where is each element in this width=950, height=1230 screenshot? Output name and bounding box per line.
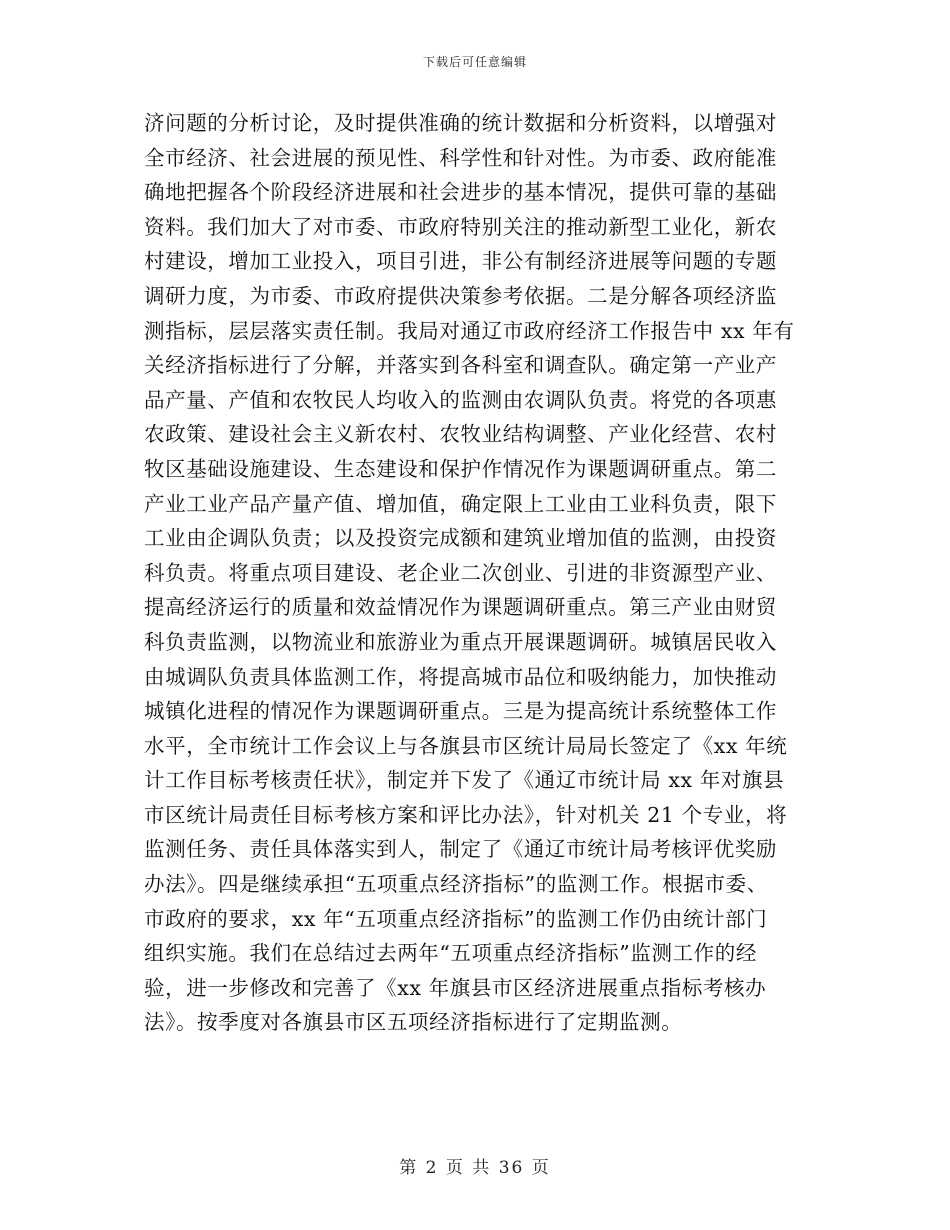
- page-footer: 第 2 页 共 36 页: [399, 1158, 551, 1178]
- text-line: 组织实施。我们在总结过去两年“五项重点经济指标”监测工作的经: [144, 941, 757, 966]
- text-line: 品产量、产值和农牧民人均收入的监测由农调队负责。将党的各项惠: [144, 387, 777, 412]
- text-line: 验，进一步修改和完善了《xx 年旗县市区经济进展重点指标考核办: [144, 975, 767, 1000]
- text-line: 产业工业产品产量产值、增加值，确定限上工业由工业科负责，限下: [144, 491, 777, 516]
- text-line: 全市经济、社会进展的预见性、科学性和针对性。为市委、政府能准: [144, 145, 777, 170]
- text-line: 科负责。将重点项目建设、老企业二次创业、引进的非资源型产业、: [144, 560, 777, 585]
- text-line: 调研力度，为市委、市政府提供决策参考依据。二是分解各项经济监: [144, 283, 777, 308]
- text-line: 资料。我们加大了对市委、市政府特别关注的推动新型工业化，新农: [144, 214, 777, 239]
- text-line: 济问题的分析讨论，及时提供准确的统计数据和分析资料，以增强对: [144, 111, 777, 135]
- text-line: 城镇化进程的情况作为课题调研重点。三是为提高统计系统整体工作: [144, 699, 777, 724]
- text-line: 监测任务、责任具体落实到人，制定了《通辽市统计局考核评优奖励: [144, 837, 777, 862]
- text-line: 测指标，层层落实责任制。我局对通辽市政府经济工作报告中 xx 年有: [144, 318, 795, 343]
- text-line: 水平，全市统计工作会议上与各旗县市区统计局局长签定了《xx 年统: [144, 733, 788, 758]
- text-line: 市区统计局责任目标考核方案和评比办法》，针对机关 21 个专业，将: [144, 802, 788, 827]
- text-line: 农政策、建设社会主义新农村、农牧业结构调整、产业化经营、农村: [144, 422, 777, 447]
- text-line: 科负责监测，以物流业和旅游业为重点开展课题调研。城镇居民收入: [144, 629, 777, 654]
- body-text: [144, 106, 834, 1040]
- text-line: 市政府的要求，xx 年“五项重点经济指标”的监测工作仍由统计部门: [144, 906, 768, 931]
- text-line: 牧区基础设施建设、生态建设和保护作情况作为课题调研重点。第二: [144, 456, 777, 481]
- text-line: 法》。按季度对各旗县市区五项经济指标进行了定期监测。: [144, 1010, 683, 1035]
- text-line: 村建设，增加工业投入，项目引进，非公有制经济进展等问题的专题: [144, 249, 777, 274]
- text-line: 工业由企调队负责；以及投资完成额和建筑业增加值的监测，由投资: [144, 526, 777, 551]
- page-header: 下载后可任意编辑: [422, 55, 527, 69]
- text-line: 提高经济运行的质量和效益情况作为课题调研重点。第三产业由财贸: [144, 595, 777, 620]
- text-line: 确地把握各个阶段经济进展和社会进步的基本情况，提供可靠的基础: [144, 180, 777, 205]
- text-line: 办法》。四是继续承担“五项重点经济指标”的监测工作。根据市委、: [144, 872, 768, 897]
- text-line: 关经济指标进行了分解，并落实到各科室和调查队。确定第一产业产: [144, 353, 777, 378]
- text-line: 计工作目标考核责任状》，制定并下发了《通辽市统计局 xx 年对旗县: [144, 768, 785, 793]
- text-line: 由城调队负责具体监测工作，将提高城市品位和吸纳能力，加快推动: [144, 664, 777, 689]
